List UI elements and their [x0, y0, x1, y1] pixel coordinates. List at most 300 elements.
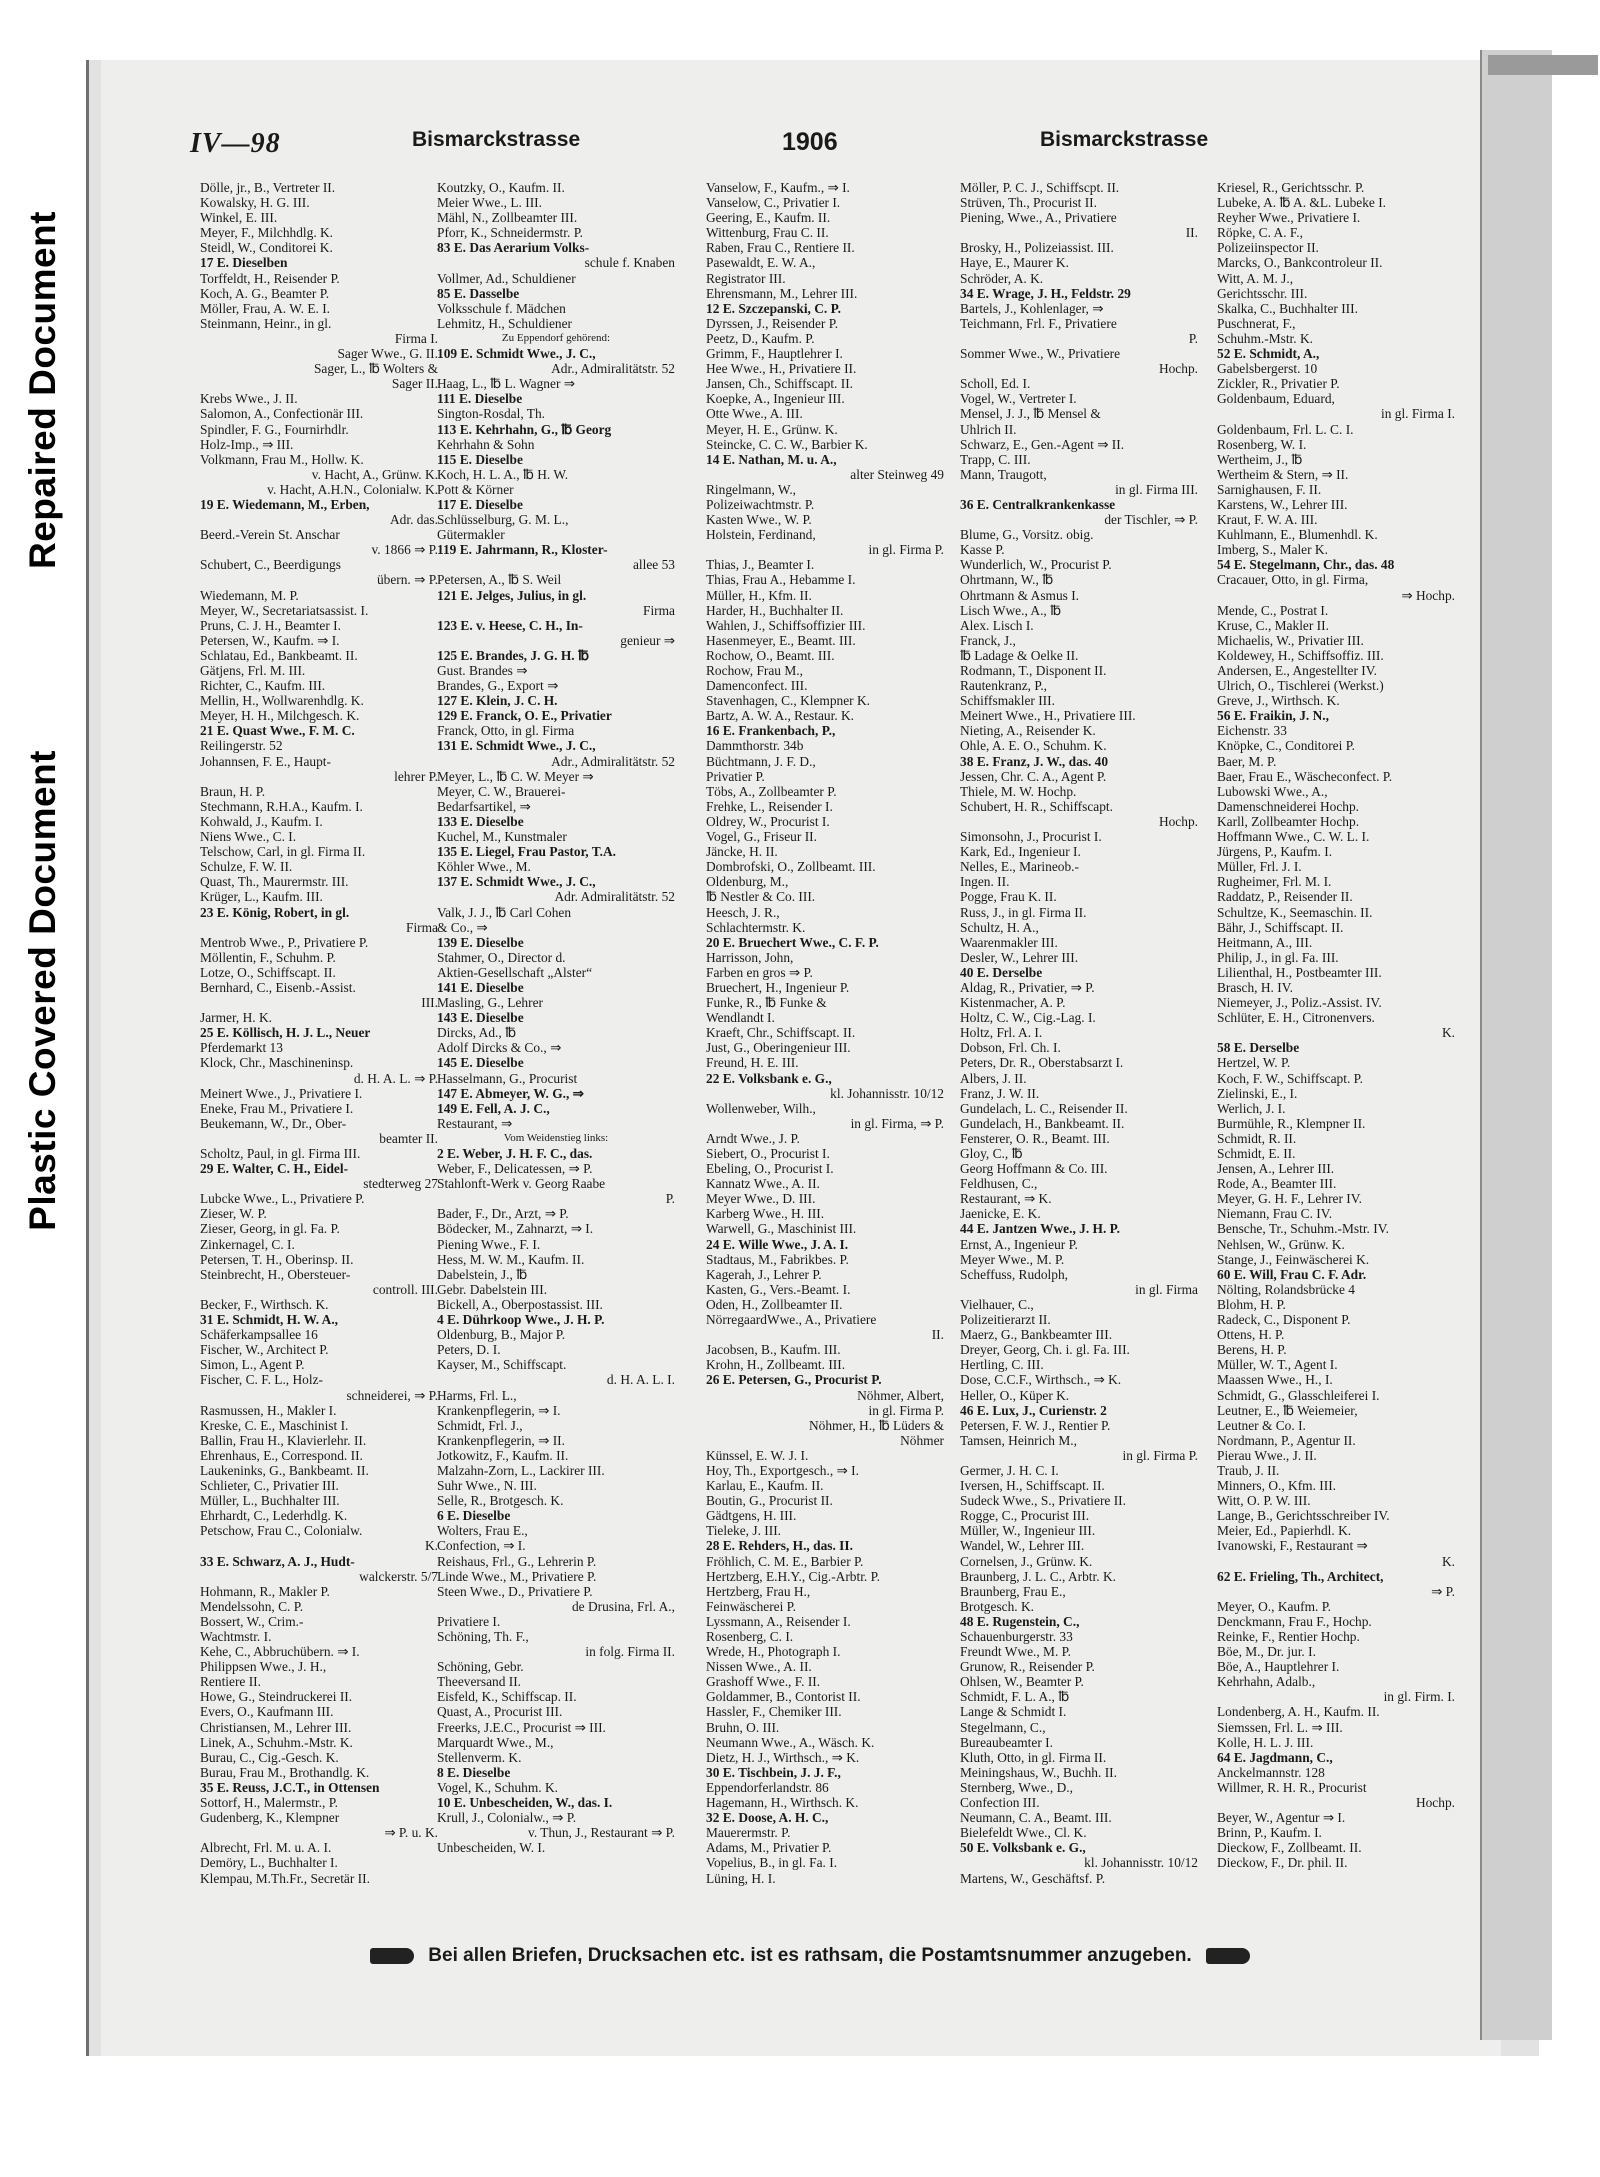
directory-entry: Meyer, G. H. F., Lehrer IV.	[1217, 1191, 1363, 1207]
directory-entry: Dieckow, F., Dr. phil. II.	[1217, 1855, 1348, 1871]
directory-entry: Scholl, Ed. I.	[960, 376, 1031, 392]
directory-entry: Kriesel, R., Gerichtsschr. P.	[1217, 180, 1365, 195]
directory-entry: Röpke, C. A. F.,	[1217, 225, 1303, 241]
directory-entry: Ehrenhaus, E., Correspond. II.	[200, 1447, 363, 1463]
directory-entry: Rosenberg, C. I.	[706, 1629, 794, 1644]
directory-entry: Vogel, W., Vertreter I.	[960, 391, 1077, 407]
directory-entry: Steinmann, Heinr., in gl.	[200, 315, 332, 331]
directory-entry: Neumann, C. A., Beamt. III.	[960, 1810, 1112, 1826]
directory-entry: Heller, O., Küper K.	[960, 1387, 1070, 1403]
directory-entry: Lüning, H. I.	[706, 1870, 776, 1886]
directory-entry: Polizeiwachtmstr. P.	[706, 496, 815, 512]
directory-entry: Wendlandt I.	[706, 1010, 775, 1026]
directory-entry: v. Hacht, A.H.N., Colonialw. K.	[267, 481, 438, 497]
directory-entry: Kowalsky, H. G. III.	[200, 195, 310, 211]
directory-entry: Holtz, C. W., Cig.-Lag. I.	[960, 1010, 1096, 1026]
directory-entry: Lehmitz, H., Schuldiener	[437, 315, 572, 331]
directory-entry: Pierau Wwe., J. II.	[1217, 1447, 1317, 1463]
directory-entry: Bödecker, M., Zahnarzt, ⇒ I.	[437, 1221, 594, 1237]
directory-entry: Richter, C., Kaufm. III.	[200, 678, 326, 694]
directory-entry: Krohn, H., Zollbeamt. III.	[706, 1357, 846, 1373]
directory-entry: in folg. Firma II.	[585, 1644, 675, 1660]
directory-entry: Kayser, M., Schiffscapt.	[437, 1357, 567, 1373]
directory-entry: Quast, A., Procurist III.	[437, 1704, 563, 1720]
directory-entry: Dombrofski, O., Zollbeamt. III.	[706, 859, 876, 875]
directory-entry: 21 E. Quast Wwe., F. M. C.	[200, 723, 355, 739]
directory-entry: Dobson, Frl. Ch. I.	[960, 1040, 1061, 1056]
directory-entry: Martens, W., Geschäftsf. P.	[960, 1870, 1106, 1886]
directory-entry: Gütermakler	[437, 527, 505, 543]
directory-entry: Vanselow, C., Privatier I.	[706, 195, 841, 211]
directory-entry: Leutner, E., ℔ Weiemeier,	[1217, 1402, 1358, 1418]
directory-entry: Kehrhahn, Adalb.,	[1217, 1674, 1316, 1690]
directory-entry: Grashoff Wwe., F. II.	[706, 1674, 821, 1690]
directory-entry: 25 E. Köllisch, H. J. L., Neuer	[200, 1025, 371, 1041]
directory-entry: d. H. A. L. ⇒ P.	[353, 1070, 438, 1086]
directory-entry: 28 E. Rehders, H., das. II.	[706, 1538, 853, 1554]
directory-entry: K.	[1441, 1553, 1455, 1569]
directory-entry: Schubert, C., Beerdigungs	[200, 557, 341, 573]
directory-entry: in gl. Firma I.	[1380, 406, 1455, 422]
directory-entry: Restaurant, ⇒	[437, 1115, 513, 1131]
directory-entry: Müller, Frl. J. I.	[1217, 859, 1302, 875]
directory-entry: Lotze, O., Schiffscapt. II.	[200, 964, 336, 980]
directory-entry: Lubowski Wwe., A.,	[1217, 783, 1328, 799]
directory-entry: Feinwäscherei P.	[706, 1598, 796, 1614]
directory-entry: Steidl, W., Conditorei K.	[200, 240, 333, 256]
directory-entry: 32 E. Doose, A. H. C.,	[706, 1810, 829, 1826]
directory-entry: Fröhlich, C. M. E., Barbier P.	[706, 1553, 864, 1569]
directory-entry: Feldhusen, C.,	[960, 1176, 1038, 1192]
directory-entry: 127 E. Klein, J. C. H.	[437, 693, 558, 709]
directory-entry: Böe, A., Hauptlehrer I.	[1217, 1659, 1340, 1675]
directory-entry: Schmidt, F. L. A., ℔	[960, 1689, 1070, 1705]
directory-entry: Kuhlmann, E., Blumenhdl. K.	[1217, 527, 1378, 543]
directory-entry: Bruhn, O. III.	[706, 1719, 780, 1735]
directory-entry: Greve, J., Wirthsch. K.	[1217, 693, 1340, 709]
directory-entry: Hess, M. W. M., Kaufm. II.	[437, 1251, 585, 1267]
directory-entry: Jensen, A., Lehrer III.	[1217, 1161, 1335, 1177]
directory-entry: 36 E. Centralkrankenkasse	[960, 496, 1116, 512]
directory-entry: d. H. A. L. I.	[606, 1372, 675, 1388]
directory-entry: in gl. Firma	[1135, 1281, 1198, 1297]
directory-entry: Knöpke, C., Conditorei P.	[1217, 738, 1355, 754]
directory-entry: schneiderei, ⇒ P.	[346, 1387, 438, 1403]
directory-entry: Haag, L., ℔ L. Wagner ⇒	[437, 376, 575, 392]
directory-entry: Minners, O., Kfm. III.	[1217, 1478, 1337, 1494]
directory-entry: Schulze, F. W. II.	[200, 859, 293, 875]
directory-entry: Beerd.-Verein St. Anschar	[200, 527, 340, 543]
directory-entry: Holtz, Frl. A. I.	[960, 1025, 1043, 1041]
directory-entry: Krankenpflegerin, ⇒ I.	[437, 1402, 561, 1418]
directory-entry: Böe, M., Dr. jur. I.	[1217, 1644, 1316, 1660]
directory-entry: Raddatz, P., Reisender II.	[1217, 889, 1353, 905]
directory-entry: Jotkowitz, F., Kaufm. II.	[437, 1447, 569, 1463]
directory-entry: Damenconfect. III.	[706, 678, 808, 694]
directory-entry: Wertheim, J., ℔	[1217, 451, 1303, 467]
directory-entry: Aktien-Gesellschaft „Alster“	[437, 964, 593, 980]
directory-entry: in gl. Firma P.	[868, 542, 944, 558]
directory-entry: Ohlsen, W., Beamter P.	[960, 1674, 1084, 1690]
directory-entry: Karstens, W., Lehrer III.	[1217, 496, 1348, 512]
directory-entry: Brinn, P., Kaufm. I.	[1217, 1825, 1322, 1841]
directory-entry: Gundelach, L. C., Reisender II.	[960, 1100, 1128, 1116]
directory-entry: Hochp.	[1158, 813, 1198, 829]
directory-entry: 20 E. Bruechert Wwe., C. F. P.	[706, 934, 879, 950]
directory-entry: Raben, Frau C., Rentiere II.	[706, 240, 855, 256]
directory-column-3	[706, 180, 944, 1920]
directory-entry: Ehrensmann, M., Lehrer III.	[706, 285, 858, 301]
directory-entry: 137 E. Schmidt Wwe., J. C.,	[437, 874, 596, 890]
directory-entry: Zickler, R., Privatier P.	[1217, 376, 1340, 392]
directory-entry: Nieting, A., Reisender K.	[960, 723, 1096, 739]
directory-entry: Bensche, Tr., Schuhm.-Mstr. IV.	[1217, 1221, 1389, 1237]
directory-entry: Ohrtmann & Asmus I.	[960, 587, 1080, 603]
directory-entry: 16 E. Frankenbach, P.,	[706, 723, 836, 739]
directory-entry: Philippsen Wwe., J. H.,	[200, 1659, 327, 1675]
directory-entry: Oldrey, W., Procurist I.	[706, 813, 830, 829]
directory-entry: Bureaubeamter I.	[960, 1734, 1053, 1750]
directory-entry: Künssel, E. W. J. I.	[706, 1447, 809, 1463]
directory-entry: beamter II.	[379, 1130, 438, 1146]
directory-entry: Schlieter, C., Privatier III.	[200, 1478, 339, 1494]
directory-entry: allee 53	[632, 557, 675, 573]
directory-entry: Neumann Wwe., A., Wäsch. K.	[706, 1734, 875, 1750]
directory-entry: Thias, Frau A., Hebamme I.	[706, 572, 856, 588]
directory-entry: Fensterer, O. R., Beamt. III.	[960, 1130, 1110, 1146]
directory-entry: Cracauer, Otto, in gl. Firma,	[1217, 572, 1369, 588]
directory-entry: Koch, H. L. A., ℔ H. W.	[437, 466, 569, 482]
directory-entry: Kehe, C., Abbruchübern. ⇒ I.	[200, 1644, 360, 1660]
directory-entry: Gust. Brandes ⇒	[437, 663, 528, 678]
page-edge-strip	[1480, 50, 1552, 2040]
directory-entry: Petersen, A., ℔ S. Weil	[437, 572, 562, 588]
directory-entry: Piening, Wwe., A., Privatiere	[960, 210, 1117, 226]
directory-entry: Grimm, F., Hauptlehrer I.	[706, 346, 843, 362]
directory-entry: 30 E. Tischbein, J. J. F.,	[706, 1764, 841, 1780]
directory-entry: Piening Wwe., F. I.	[437, 1236, 541, 1252]
directory-entry: Kehrhahn & Sohn	[437, 436, 535, 452]
directory-entry: Meyer, W., Secretariatsassist. I.	[200, 602, 369, 618]
directory-entry: Braunberg, Frau E.,	[960, 1583, 1066, 1599]
directory-entry: Mähl, N., Zollbeamter III.	[437, 210, 578, 226]
directory-entry: Alex. Lisch I.	[960, 617, 1034, 633]
directory-column-1	[200, 180, 438, 1920]
directory-entry: Braunberg, J. L. C., Arbtr. K.	[960, 1568, 1116, 1584]
directory-entry: Lyssmann, A., Reisender I.	[706, 1613, 851, 1629]
directory-entry: Dölle, jr., B., Vertreter II.	[200, 180, 336, 195]
directory-entry: Kohwald, J., Kaufm. I.	[200, 813, 323, 829]
directory-entry: Gerichtsschr. III.	[1217, 285, 1308, 301]
directory-entry: Jäncke, H. II.	[706, 844, 778, 860]
page-number: IV—98	[190, 128, 281, 159]
directory-entry: Ringelmann, W.,	[706, 481, 797, 497]
directory-entry: Linde Wwe., M., Privatiere P.	[437, 1568, 597, 1584]
directory-entry: Meyer, O., Kaufm. P.	[1217, 1598, 1332, 1614]
directory-entry: Meiningshaus, W., Buchh. II.	[960, 1764, 1117, 1780]
directory-entry: Unbescheiden, W. I.	[437, 1840, 546, 1856]
directory-entry: Meyer Wwe., M. P.	[960, 1251, 1065, 1267]
directory-entry: Nöhmer, Albert,	[857, 1387, 944, 1403]
directory-entry: Kasse P.	[960, 542, 1005, 558]
directory-entry: Stadtaus, M., Fabrikbes. P.	[706, 1251, 849, 1267]
directory-entry: in gl. Firm. I.	[1383, 1689, 1455, 1705]
directory-entry: Weber, F., Delicatessen, ⇒ P.	[437, 1161, 593, 1177]
directory-entry: II.	[931, 1327, 944, 1343]
directory-entry: Möller, P. C. J., Schiffscpt. II.	[960, 180, 1120, 195]
directory-entry: Niemeyer, J., Poliz.-Assist. IV.	[1217, 995, 1382, 1011]
directory-entry: Büchtmann, J. F. D.,	[706, 753, 816, 769]
directory-entry: Schubert, H. R., Schiffscapt.	[960, 798, 1113, 814]
directory-entry: 121 E. Jelges, Julius, in gl.	[437, 587, 587, 603]
directory-entry: Oldenburg, M.,	[706, 874, 789, 890]
directory-entry: Beukemann, W., Dr., Ober-	[200, 1115, 347, 1131]
directory-entry: Andersen, E., Angestellter IV.	[1217, 663, 1378, 678]
directory-entry: Cornelsen, J., Grünw. K.	[960, 1553, 1093, 1569]
directory-entry: Sington-Rosdal, Th.	[437, 406, 546, 422]
directory-entry: 111 E. Dieselbe	[437, 391, 523, 407]
directory-entry: in gl. Firma P.	[1122, 1447, 1198, 1463]
page-header	[190, 128, 1410, 164]
directory-entry: 14 E. Nathan, M. u. A.,	[706, 451, 837, 467]
directory-entry: Meyer, C. W., Brauerei-	[437, 783, 566, 799]
directory-entry: Spindler, F. G., Fournirhdlr.	[200, 421, 349, 437]
directory-entry: Müller, W. T., Agent I.	[1217, 1357, 1338, 1373]
directory-entry: Pforr, K., Schneidermstr. P.	[437, 225, 584, 241]
directory-entry: Lubeke, A. ℔ A. &L. Lubeke I.	[1217, 195, 1386, 211]
directory-entry: Petschow, Frau C., Colonialw.	[200, 1523, 363, 1539]
directory-entry: Privatier P.	[706, 768, 765, 784]
directory-entry: Peetz, D., Kaufm. P.	[706, 330, 815, 346]
directory-entry: Bielefeldt Wwe., Cl. K.	[960, 1825, 1087, 1841]
directory-entry: Bickell, A., Oberpostassist. III.	[437, 1296, 603, 1312]
directory-entry: Goldenbaum, Eduard,	[1217, 391, 1335, 407]
directory-entry: 131 E. Schmidt Wwe., J. C.,	[437, 738, 596, 754]
directory-entry: 44 E. Jantzen Wwe., J. H. P.	[960, 1221, 1120, 1237]
directory-entry: Kraut, F. W. A. III.	[1217, 512, 1318, 528]
directory-entry: controll. III.	[372, 1281, 438, 1297]
directory-entry: Zinkernagel, C. I.	[200, 1236, 295, 1252]
directory-entry: Burmühle, R., Klempner II.	[1217, 1115, 1366, 1131]
directory-entry: Eppendorferlandstr. 86	[706, 1779, 829, 1795]
directory-entry: Scholtz, Paul, in gl. Firma III.	[200, 1146, 361, 1161]
directory-entry: Restaurant, ⇒ K.	[960, 1191, 1052, 1207]
pointing-hand-icon	[370, 1948, 414, 1964]
directory-entry: 56 E. Fraikin, J. N.,	[1217, 708, 1329, 724]
directory-entry: Müller, L., Buchhalter III.	[200, 1493, 340, 1509]
directory-entry: Uhlrich II.	[960, 421, 1017, 437]
directory-entry: Koldewey, H., Schiffsoffiz. III.	[1217, 647, 1384, 663]
directory-entry: Ulrich, O., Tischlerei (Werkst.)	[1217, 678, 1384, 694]
directory-entry: Schmidt, E. II.	[1217, 1146, 1296, 1161]
directory-entry: Hertzel, W. P.	[1217, 1055, 1291, 1071]
directory-entry: Farben en gros ⇒ P.	[706, 964, 813, 980]
directory-entry: Lange & Schmidt I.	[960, 1704, 1067, 1720]
directory-entry: K.	[424, 1538, 438, 1554]
directory-entry: Adr. Admiralitätstr. 52	[554, 889, 675, 905]
directory-entry: 8 E. Dieselbe	[437, 1764, 511, 1780]
directory-entry: Franck, J.,	[960, 632, 1016, 648]
directory-entry: Berens, H. P.	[1217, 1342, 1287, 1358]
directory-entry: Schiffsmakler III.	[960, 693, 1055, 709]
directory-entry: Albrecht, Frl. M. u. A. I.	[200, 1840, 332, 1856]
directory-entry: Masling, G., Lehrer	[437, 995, 543, 1011]
directory-entry: Rogge, C., Procurist III.	[960, 1508, 1090, 1524]
directory-entry: Steincke, C. C. W., Barbier K.	[706, 436, 868, 452]
directory-entry: Dreyer, Georg, Ch. i. gl. Fa. III.	[960, 1342, 1130, 1358]
directory-entry: ⇒ Hochp.	[1401, 587, 1455, 603]
directory-entry: Niemann, Frau C. IV.	[1217, 1206, 1333, 1222]
directory-entry: Lange, B., Gerichtsschreiber IV.	[1217, 1508, 1390, 1524]
directory-entry: 135 E. Liegel, Frau Pastor, T.A.	[437, 844, 617, 860]
directory-entry: Zielinski, E., I.	[1217, 1085, 1298, 1101]
directory-entry: Mentrob Wwe., P., Privatiere P.	[200, 934, 369, 950]
directory-entry: Desler, W., Lehrer III.	[960, 949, 1079, 965]
directory-entry: Reyher Wwe., Privatiere I.	[1217, 210, 1361, 226]
directory-entry: Aldag, R., Privatier, ⇒ P.	[960, 979, 1095, 995]
directory-entry: Gloy, C., ℔	[960, 1146, 1023, 1161]
directory-entry: stedterweg 27	[363, 1176, 438, 1192]
directory-entry: Petersen, W., Kaufm. ⇒ I.	[200, 632, 340, 648]
directory-entry: 139 E. Dieselbe	[437, 934, 524, 950]
directory-entry: Registrator III.	[706, 270, 786, 286]
directory-entry: Becker, F., Wirthsch. K.	[200, 1296, 329, 1312]
directory-entry: Niens Wwe., C. I.	[200, 829, 297, 845]
directory-entry: 145 E. Dieselbe	[437, 1055, 524, 1071]
directory-entry: 149 E. Fell, A. J. C.,	[437, 1100, 550, 1116]
directory-entry: Eneke, Frau M., Privatiere I.	[200, 1100, 354, 1116]
directory-entry: Gädtgens, H. III.	[706, 1508, 797, 1524]
side-label-repaired: Repaired Document	[22, 210, 63, 569]
directory-entry: Koch, A. G., Beamter P.	[200, 285, 330, 301]
directory-entry: Freundt Wwe., M. P.	[960, 1644, 1071, 1660]
directory-entry: 60 E. Will, Frau C. F. Adr.	[1217, 1266, 1367, 1282]
directory-entry: 117 E. Dieselbe	[437, 496, 523, 512]
directory-entry: 58 E. Derselbe	[1217, 1040, 1300, 1056]
directory-entry: Arndt Wwe., J. P.	[706, 1130, 800, 1146]
directory-entry: Pferdemarkt 13	[200, 1040, 283, 1056]
directory-entry: Oldenburg, B., Major P.	[437, 1327, 566, 1343]
directory-entry: 38 E. Franz, J. W., das. 40	[960, 753, 1109, 769]
directory-entry: Blume, G., Vorsitz. obig.	[960, 527, 1094, 543]
directory-entry: ℔ Ladage & Oelke II.	[960, 647, 1079, 663]
directory-column-5	[1217, 180, 1455, 1920]
directory-entry: Firma I.	[394, 330, 438, 346]
directory-entry: Petersen, T. H., Oberinsp. II.	[200, 1251, 354, 1267]
directory-entry: Leutner & Co. I.	[1217, 1417, 1306, 1433]
directory-entry: Ebeling, O., Procurist I.	[706, 1161, 834, 1177]
directory-entry: Lubcke Wwe., L., Privatiere P.	[200, 1191, 365, 1207]
directory-entry: 35 E. Reuss, J.C.T., in Ottensen	[200, 1779, 380, 1795]
directory-entry: Rosenberg, W. I.	[1217, 436, 1307, 452]
directory-entry: Hoffmann Wwe., C. W. L. I.	[1217, 829, 1370, 845]
directory-entry: 141 E. Dieselbe	[437, 979, 524, 995]
directory-entry: Salomon, A., Confectionär III.	[200, 406, 364, 422]
directory-entry: Mende, C., Postrat I.	[1217, 602, 1329, 618]
directory-entry: Goldammer, B., Contorist II.	[706, 1689, 861, 1705]
directory-entry: Hassler, F., Chemiker III.	[706, 1704, 842, 1720]
directory-entry: Meyer, H. E., Grünw. K.	[706, 421, 838, 437]
directory-entry: Meyer, F., Milchhdlg. K.	[200, 225, 334, 241]
directory-entry: P.	[1188, 330, 1198, 346]
directory-entry: Geering, E., Kaufm. II.	[706, 210, 831, 226]
directory-entry: & Co., ⇒	[437, 919, 488, 935]
directory-entry: Ballin, Frau H., Klavierlehr. II.	[200, 1432, 367, 1448]
directory-entry: 17 E. Dieselben	[200, 255, 288, 271]
directory-entry: Kistenmacher, A. P.	[960, 995, 1066, 1011]
directory-entry: Gätjens, Frl. M. III.	[200, 663, 306, 678]
directory-entry: Hochp.	[1415, 1795, 1455, 1811]
directory-entry: Rochow, Frau M.,	[706, 663, 803, 678]
directory-entry: Skalka, C., Buchhalter III.	[1217, 300, 1358, 316]
directory-entry: Holstein, Ferdinand,	[706, 527, 816, 543]
footer-notice	[280, 1945, 1340, 1967]
directory-entry: Sager Wwe., G. II.	[337, 346, 438, 362]
directory-entry: Bartz, A. W. A., Restaur. K.	[706, 708, 855, 724]
directory-entry: Kasten, G., Vers.-Beamt. I.	[706, 1281, 851, 1297]
directory-entry: Rasmussen, H., Makler I.	[200, 1402, 337, 1418]
directory-entry: Wittenburg, Frau C. II.	[706, 225, 829, 241]
directory-entry: Schmidt, Frl. J.,	[437, 1417, 523, 1433]
directory-entry: II.	[1185, 225, 1198, 241]
side-label-plastic: Plastic Covered Document	[22, 749, 63, 1231]
directory-entry: Nöhmer, H., ℔ Lüders &	[809, 1417, 944, 1433]
directory-entry: Hoy, Th., Exportgesch., ⇒ I.	[706, 1462, 859, 1478]
directory-entry: Wandel, W., Lehrer III.	[960, 1538, 1085, 1554]
directory-entry: Kannatz Wwe., A. II.	[706, 1176, 820, 1192]
directory-entry: Meinert Wwe., H., Privatiere III.	[960, 708, 1136, 724]
directory-entry: Jacobsen, B., Kaufm. III.	[706, 1342, 841, 1358]
directory-entry: 23 E. König, Robert, in gl.	[200, 904, 350, 920]
directory-entry: Pogge, Frau K. II.	[960, 889, 1057, 905]
year: 1906	[782, 128, 838, 156]
directory-entry: Mendelssohn, C. P.	[200, 1598, 304, 1614]
directory-entry: Vogel, K., Schuhm. K.	[437, 1779, 559, 1795]
directory-entry: Evers, O., Kaufmann III.	[200, 1704, 334, 1720]
directory-entry: Witt, A. M. J.,	[1217, 270, 1294, 286]
directory-entry: walckerstr. 5/7	[359, 1568, 438, 1584]
directory-entry: Sottorf, H., Malermstr., P.	[200, 1795, 338, 1811]
directory-entry: Brasch, H. IV.	[1217, 979, 1293, 995]
directory-entry: Russ, J., in gl. Firma II.	[960, 904, 1087, 920]
directory-entry: 109 E. Schmidt Wwe., J. C.,	[437, 346, 596, 362]
directory-entry: Nöhmer	[900, 1432, 944, 1448]
directory-entry: Reinke, F., Rentier Hochp.	[1217, 1629, 1360, 1644]
directory-entry: Schauenburgerstr. 33	[960, 1629, 1073, 1644]
directory-entry: Rode, A., Beamter III.	[1217, 1176, 1337, 1192]
directory-entry: ⇒ P.	[1431, 1583, 1455, 1599]
directory-entry: Karlau, E., Kaufm. II.	[706, 1478, 824, 1494]
directory-entry: Wertheim & Stern, ⇒ II.	[1217, 466, 1349, 482]
directory-entry: Confection, ⇒ I.	[437, 1538, 526, 1554]
directory-entry: Boutin, G., Procurist II.	[706, 1493, 833, 1509]
directory-entry: Sager, L., ℔ Wolters &	[313, 361, 438, 377]
directory-entry: Werlich, J. I.	[1217, 1100, 1286, 1116]
directory-entry: Ehrhardt, C., Lederhdlg. K.	[200, 1508, 348, 1524]
directory-entry: 83 E. Das Aerarium Volks-	[437, 240, 590, 256]
directory-entry: Germer, J. H. C. I.	[960, 1462, 1059, 1478]
directory-entry: Funke, R., ℔ Funke &	[706, 995, 827, 1011]
directory-entry: Nehlsen, W., Grünw. K.	[1217, 1236, 1345, 1252]
directory-entry: Just, G., Oberingenieur III.	[706, 1040, 851, 1056]
directory-entry: Bartels, J., Kohlenlager, ⇒	[960, 300, 1104, 316]
directory-entry: Wolters, Frau E.,	[437, 1523, 528, 1539]
directory-entry: Waarenmakler III.	[960, 934, 1058, 950]
directory-entry: Reishaus, Frl., G., Lehrerin P.	[437, 1553, 597, 1569]
directory-entry: Hasenmeyer, E., Beamt. III.	[706, 632, 856, 648]
directory-entry: 31 E. Schmidt, H. W. A.,	[200, 1312, 339, 1328]
directory-entry: Meinert Wwe., J., Privatiere I.	[200, 1085, 363, 1101]
